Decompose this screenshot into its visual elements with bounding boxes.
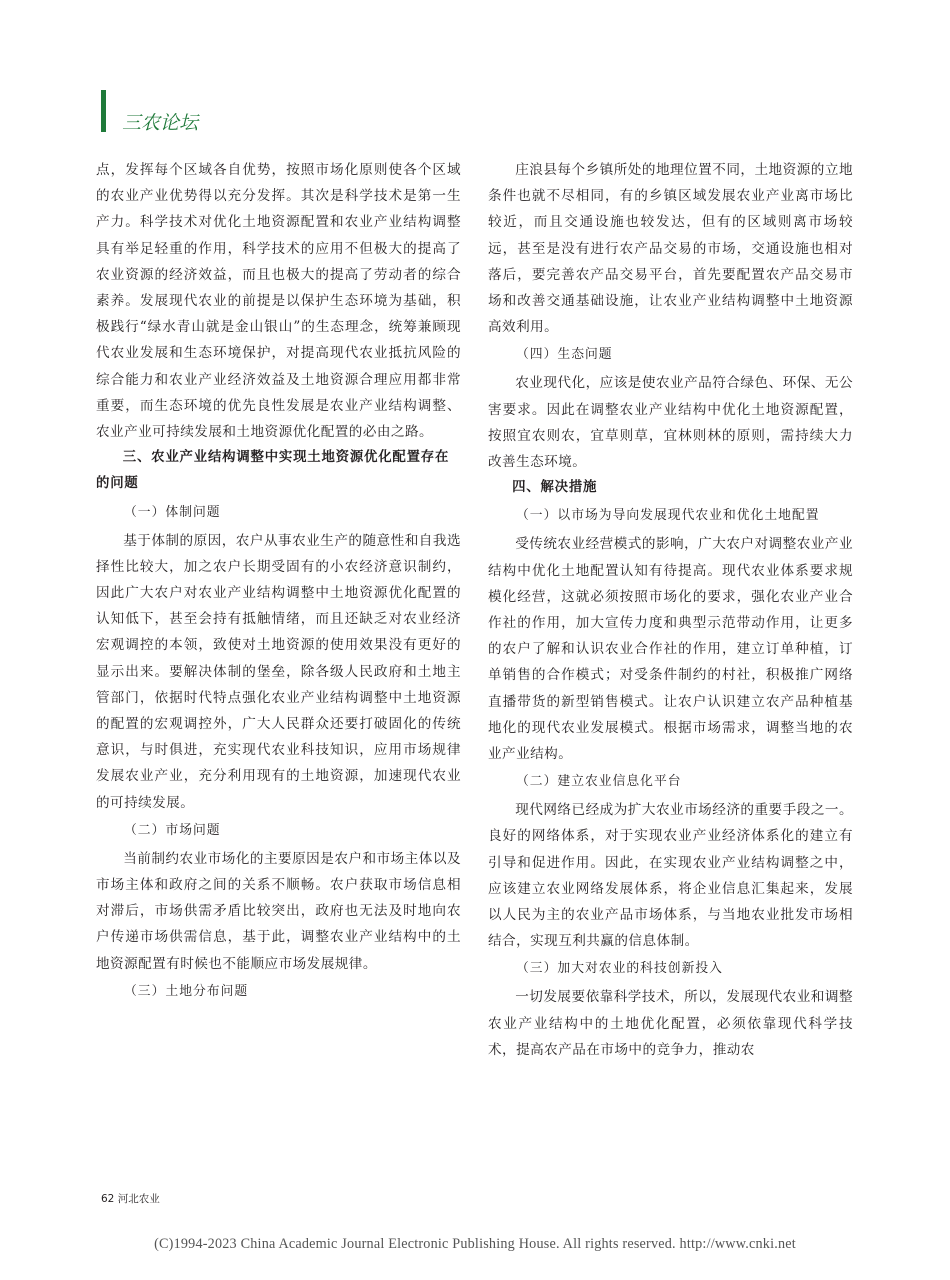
subheading-market-oriented: （一）以市场为导向发展现代农业和优化土地配置 — [516, 508, 820, 524]
copyright-notice: (C)1994-2023 China Academic Journal Electronic Publishing House. All rights reserved. http://www.cnki.net — [154, 1236, 796, 1252]
paragraph: 庄浪县每个乡镇所处的地理位置不同，土地资源的立地条件也就不尽相同，有的乡镇区域发展农业产业离市场比较近，而且交通设施也较发达，但有的区域则离市场较远，甚至是没有进行农产品交易的市场，交通设施也相对落后，要完善农产品交易平台，首先要配置农产品交易市场和改善交通基础设施，让农业产业结构调整中土地资源高效利用。 — [488, 162, 853, 336]
paragraph: 点，发挥每个区域各自优势，按照市场化原则使各个区域的农业产业优势得以充分发挥。其次是科学技术是第一生产力。科学技术对优化土地资源配置和农业产业结构调整具有举足轻重的作用，科学技术的应用不但极大的提高了农业资源的经济效益，而且也极大的提高了劳动者的综合素养。发展现代农业的前提是以保护生态环境为基础，积极践行“绿水青山就是金山银山”的生态理念，统筹兼顾现代农业发展和生态环境保护，对提高现代农业抵抗风险的综合能力和农业产业经济效益及土地资源合理应用都非常重要，而生态环境的优先良性发展是农业产业结构调整、农业产业可持续发展和土地资源优化配置的必由之路。 — [96, 162, 461, 441]
left-column — [96, 157, 461, 1007]
subheading-system: （一）体制问题 — [124, 504, 221, 520]
subheading-market: （二）市场问题 — [124, 822, 221, 838]
section-title: 三农论坛 — [122, 112, 199, 134]
paragraph: 基于体制的原因，农户从事农业生产的随意性和自我选择性比较大，加之农户长期受固有的小农经济意识制约，因此广大农户对农业产业结构调整中土地资源优化配置的认知低下，甚至会持有抵触情绪，而且还缺乏对农业经济宏观调控的本领，致使对土地资源的使用效果没有更好的显示出来。要解决体制的堡垒，除各级人民政府和土地主管部门，依据时代特点强化农业产业结构调整中土地资源的配置的宏观调控外，广大人民群众还要打破固化的传统意识，与时俱进，充实现代农业科技知识，应用市场规律发展农业产业，充分利用现有的土地资源，加速现代农业的可持续发展。 — [96, 532, 461, 811]
paragraph: 农业现代化，应该是使农业产品符合绿色、环保、无公害要求。因此在调整农业产业结构中优化土地资源配置，按照宜农则农，宜草则草，宜林则林的原则，需持续大力改善生态环境。 — [488, 375, 853, 471]
paragraph: 现代网络已经成为扩大农业市场经济的重要手段之一。良好的网络体系，对于实现农业产业经济体系化的建立有引导和促进作用。因此，在实现农业产业结构调整之中，应该建立农业网络发展体系，将企业信息汇集起来，发展以人民为主的农业产品市场体系，与当地农业批发市场相结合，实现互利共赢的信息体制。 — [488, 802, 853, 950]
paragraph: 受传统农业经营模式的影响，广大农户对调整农业产业结构中优化土地配置认知有待提高。现代农业体系要求规模化经营，这就必须按照市场化的要求，强化农业产业合作社的作用，加大宣传力度和典型示范带动作用，让更多的农户了解和认识农业合作社的作用，建立订单种植，订单销售的合作模式；对受条件制约的村社，积极推广网络直播带货的新型销售模式。让农户认识建立农产品种植基地化的现代农业发展模式。根据市场需求，调整当地的农业产业结构。 — [488, 536, 853, 763]
subheading-tech-investment: （三）加大对农业的科技创新投入 — [516, 961, 723, 977]
subheading-land: （三）土地分布问题 — [124, 983, 249, 999]
section-accent-bar — [101, 90, 106, 132]
right-column — [488, 157, 853, 1063]
heading-problems: 三、农业产业结构调整中实现土地资源优化配置存在的问题 — [96, 450, 450, 492]
page-footer: 62 河北农业 — [101, 1193, 160, 1205]
paragraph: 一切发展要依靠科学技术，所以，发展现代农业和调整农业产业结构中的土地优化配置，必须依靠现代科学技术，提高农产品在市场中的竞争力，推动农 — [488, 989, 853, 1058]
paragraph: 当前制约农业市场化的主要原因是农户和市场主体以及市场主体和政府之间的关系不顺畅。农户获取市场信息相对滞后，市场供需矛盾比较突出，政府也无法及时地向农户传递市场供需信息，基于此，调整农业产业结构中的土地资源配置有时候也不能顺应市场发展规律。 — [96, 850, 461, 972]
heading-solutions: 四、解决措施 — [512, 480, 598, 496]
subheading-ecology: （四）生态问题 — [516, 347, 613, 363]
subheading-info-platform: （二）建立农业信息化平台 — [516, 774, 682, 790]
